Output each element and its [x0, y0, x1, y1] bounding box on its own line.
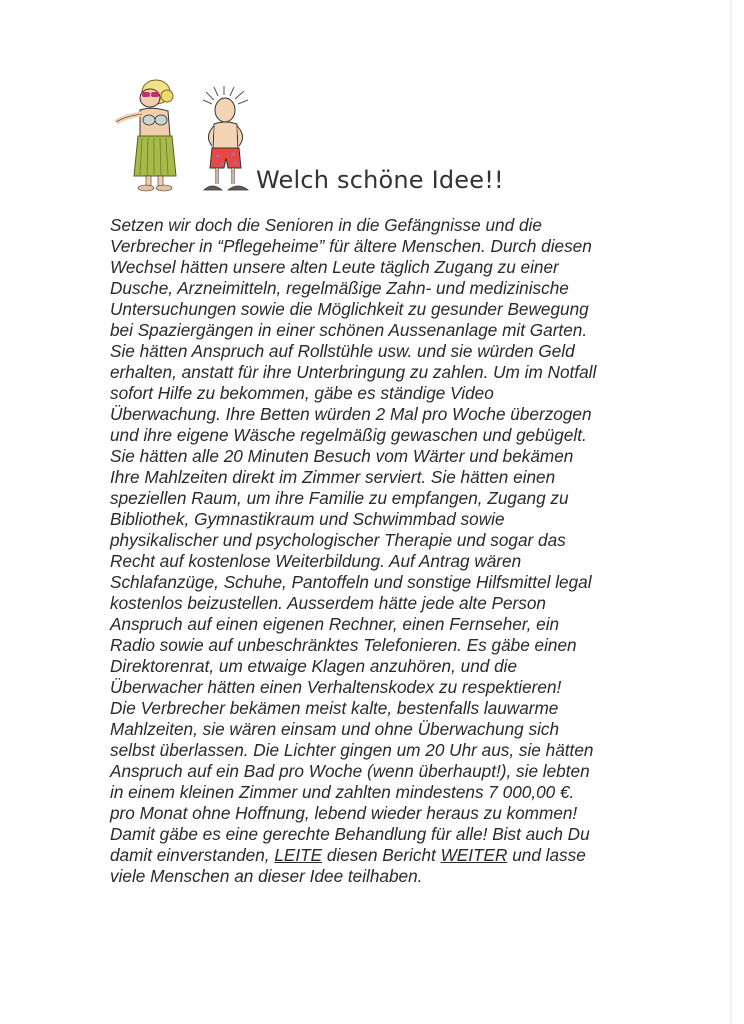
text-line: und ihre eigene Wäsche regelmäßig gewaschen und gebügelt. — [110, 425, 587, 445]
text-line: Sie hätten Anspruch auf Rollstühle usw. und sie würden Geld — [110, 341, 575, 361]
emphasis-leite: LEITE — [274, 845, 323, 865]
closing-text-after: und lasse — [507, 845, 586, 865]
text-line: Die Verbrecher bekämen meist kalte, bestenfalls lauwarme — [110, 698, 559, 718]
text-line: physikalischer und psychologischer Therapie und sogar das — [110, 530, 566, 550]
text-line: viele Menschen an dieser Idee teilhaben. — [110, 866, 423, 886]
text-line: erhalten, anstatt für ihre Unterbringung zu zahlen. Um im Notfall — [110, 362, 597, 382]
page-edge — [730, 0, 732, 1024]
text-line: Verbrecher in “Pflegeheime” für ältere Menschen. Durch diesen — [110, 236, 592, 256]
closing-text-before: damit einverstanden, — [110, 845, 275, 865]
text-line: sofort Hilfe zu bekommen, gäbe es ständige Video — [110, 383, 494, 403]
text-line: Bibliothek, Gymnastikraum und Schwimmbad sowie — [110, 509, 505, 529]
text-line: Überwacher hätten einen Verhaltenskodex zu respektieren! — [110, 677, 562, 697]
man-cartoon-illustration — [200, 86, 256, 194]
document-title: Welch schöne Idee!! — [256, 166, 504, 194]
text-line: Direktorenrat, um etwaige Klagen anzuhören, und die — [110, 656, 518, 676]
text-line: Damit gäbe es eine gerechte Behandlung für alle! Bist auch Du — [110, 824, 590, 844]
text-line: in einem kleinen Zimmer und zahlten mindestens 7 000,00 €. — [110, 782, 575, 802]
text-line: Mahlzeiten, sie wären einsam und ohne Überwachung sich — [110, 719, 560, 739]
text-line: Sie hätten alle 20 Minuten Besuch vom Wärter und bekämen — [110, 446, 574, 466]
body-text — [110, 215, 650, 887]
text-line: Wechsel hätten unsere alten Leute täglich Zugang zu einer — [110, 257, 559, 277]
text-line: Anspruch auf einen eigenen Rechner, einen Fernseher, ein — [110, 614, 560, 634]
text-line: Radio sowie auf unbeschränktes Telefonieren. Es gäbe einen — [110, 635, 577, 655]
text-line: Schlafanzüge, Schuhe, Pantoffeln und sonstige Hilfsmittel legal — [110, 572, 592, 592]
text-line: pro Monat ohne Hoffnung, lebend wieder heraus zu kommen! — [110, 803, 578, 823]
text-line: Anspruch auf ein Bad pro Woche (wenn überhaupt!), sie lebten — [110, 761, 590, 781]
text-line: selbst überlassen. Die Lichter gingen um 20 Uhr aus, sie hätten — [110, 740, 594, 760]
text-line: kostenlos beizustellen. Ausserdem hätte jede alte Person — [110, 593, 546, 613]
woman-cartoon-illustration — [112, 78, 188, 193]
text-line: Setzen wir doch die Senioren in die Gefängnisse und die — [110, 215, 542, 235]
closing-line — [110, 845, 650, 866]
emphasis-weiter: WEITER — [440, 845, 508, 865]
text-line: Untersuchungen sowie die Möglichkeit zu gesunder Bewegung — [110, 299, 589, 319]
text-line: Dusche, Arzneimitteln, regelmäßige Zahn- und medizinische — [110, 278, 569, 298]
text-line: Ihre Mahlzeiten direkt im Zimmer serviert. Sie hätten einen — [110, 467, 556, 487]
text-line: speziellen Raum, um ihre Familie zu empfangen, Zugang zu — [110, 488, 569, 508]
closing-text-middle: diesen Bericht — [322, 845, 441, 865]
text-line: bei Spaziergängen in einer schönen Aussenanlage mit Garten. — [110, 320, 588, 340]
text-line: Überwachung. Ihre Betten würden 2 Mal pro Woche überzogen — [110, 404, 592, 424]
text-line: Recht auf kostenlose Weiterbildung. Auf Antrag wären — [110, 551, 522, 571]
